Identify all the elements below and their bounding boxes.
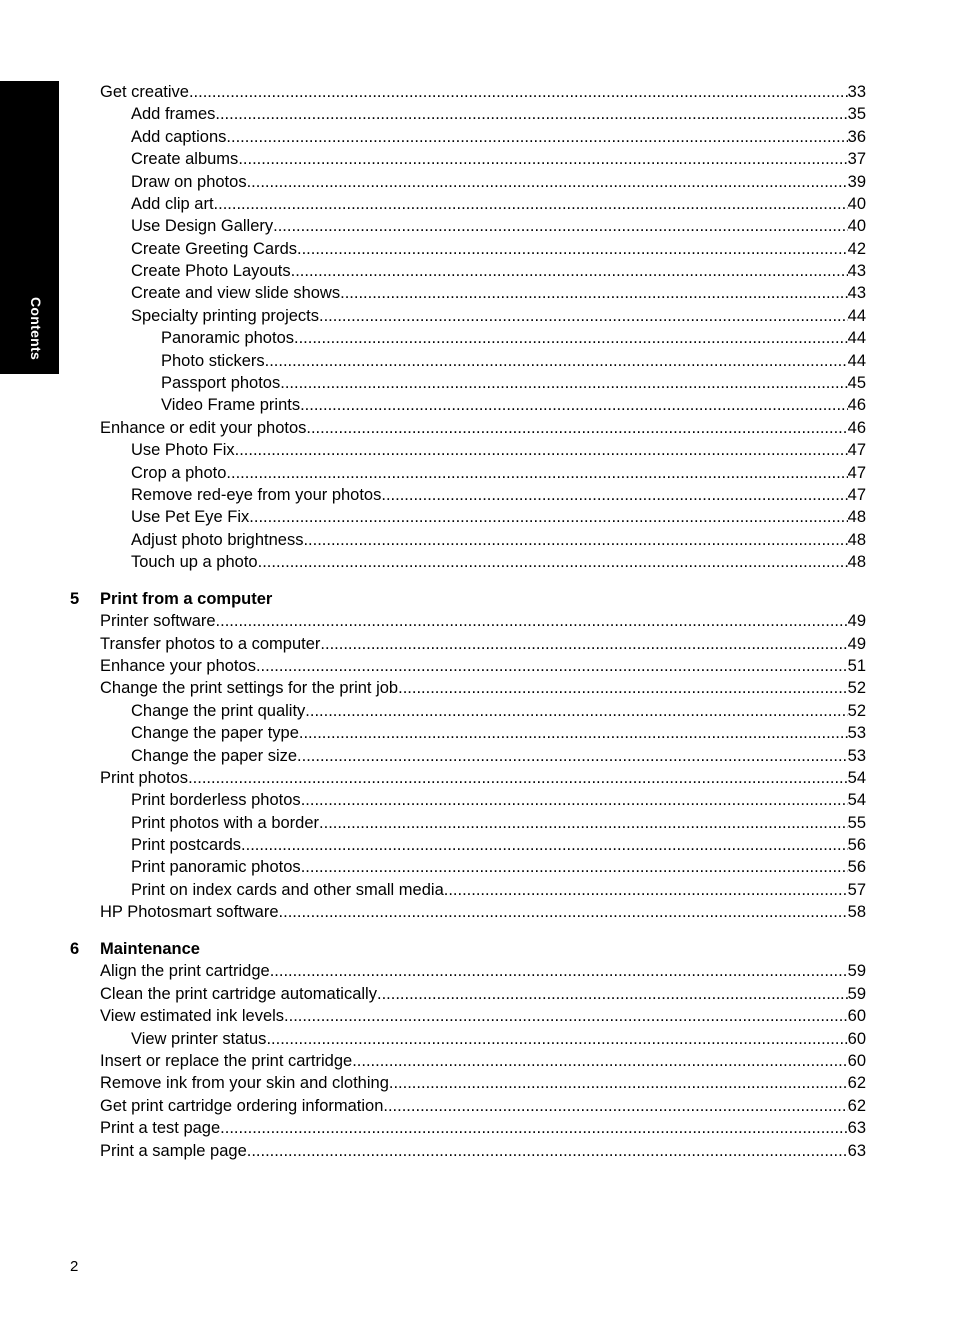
toc-entry[interactable] bbox=[131, 439, 866, 461]
dot-leader bbox=[291, 260, 848, 282]
toc-entry-title: Crop a photo bbox=[131, 463, 227, 482]
toc-entry[interactable] bbox=[100, 983, 866, 1005]
dot-leader bbox=[216, 610, 848, 632]
toc-entry-page: 33 bbox=[847, 83, 866, 101]
chapter-title: Maintenance bbox=[100, 940, 200, 959]
toc-entry[interactable] bbox=[100, 1117, 866, 1139]
toc-entry[interactable] bbox=[131, 812, 866, 834]
toc-entry[interactable] bbox=[131, 103, 866, 125]
dot-leader bbox=[306, 417, 847, 439]
toc-entry-title: Add clip art bbox=[131, 194, 214, 213]
toc-entry-page: 39 bbox=[847, 172, 866, 191]
toc-entry-page: 47 bbox=[847, 463, 866, 482]
dot-leader bbox=[266, 1028, 847, 1050]
dot-leader bbox=[220, 1117, 847, 1139]
toc-entry-page: 43 bbox=[847, 262, 866, 280]
toc-entry-title: Insert or replace the print cartridge bbox=[100, 1052, 353, 1070]
dot-leader bbox=[398, 677, 848, 699]
dot-leader bbox=[258, 551, 848, 573]
toc-entry[interactable] bbox=[131, 506, 866, 528]
toc-entry[interactable] bbox=[100, 610, 866, 632]
page-number: 2 bbox=[70, 1258, 79, 1275]
toc-entry-page: 53 bbox=[847, 746, 866, 765]
toc-entry-title: Remove ink from your skin and clothing bbox=[100, 1074, 389, 1093]
toc-entry[interactable] bbox=[131, 126, 866, 148]
dot-leader bbox=[249, 506, 847, 528]
dot-leader bbox=[215, 103, 847, 125]
dot-leader bbox=[238, 148, 847, 170]
toc-entry[interactable] bbox=[100, 633, 866, 655]
toc-entry-title: Print a test page bbox=[100, 1119, 221, 1138]
dot-leader bbox=[299, 722, 848, 744]
toc-entry[interactable] bbox=[100, 1005, 866, 1027]
toc-entry[interactable] bbox=[131, 700, 866, 722]
toc-entry-title: Change the print settings for the print job bbox=[100, 679, 399, 698]
chapter-number: 6 bbox=[70, 940, 80, 959]
toc-entry-page: 45 bbox=[847, 373, 866, 392]
chapter-heading bbox=[70, 588, 272, 610]
toc-entry-page: 63 bbox=[847, 1141, 866, 1160]
toc-entry-title: Use Photo Fix bbox=[131, 441, 235, 460]
toc-entry-page: 62 bbox=[847, 1074, 866, 1093]
toc-entry-page: 55 bbox=[847, 813, 866, 832]
toc-entry-page: 59 bbox=[847, 984, 866, 1003]
toc-entry-page: 43 bbox=[847, 284, 866, 303]
dot-leader bbox=[214, 193, 848, 215]
dot-leader bbox=[301, 789, 848, 811]
toc-entry-title: Change the paper type bbox=[131, 724, 299, 743]
toc-entry-title: Enhance your photos bbox=[100, 657, 256, 675]
toc-entry-page: 48 bbox=[847, 553, 866, 571]
toc-entry-page: 44 bbox=[847, 306, 866, 325]
toc-entry[interactable] bbox=[131, 789, 866, 811]
toc-entry[interactable] bbox=[161, 372, 866, 394]
toc-entry[interactable] bbox=[100, 767, 866, 789]
toc-entry[interactable] bbox=[131, 745, 866, 767]
toc-entry[interactable] bbox=[100, 81, 866, 103]
toc-entry[interactable] bbox=[131, 148, 866, 170]
dot-leader bbox=[235, 439, 848, 461]
toc-entry[interactable] bbox=[100, 1095, 866, 1117]
dot-leader bbox=[247, 171, 848, 193]
toc-entry-page: 46 bbox=[847, 396, 866, 415]
dot-leader bbox=[297, 745, 848, 767]
toc-entry-page: 51 bbox=[847, 657, 866, 675]
toc-entry-title: Clean the print cartridge automatically bbox=[100, 984, 377, 1003]
dot-leader bbox=[352, 1050, 847, 1072]
toc-entry-title: Use Design Gallery bbox=[131, 217, 274, 236]
toc-entry-title: Print panoramic photos bbox=[131, 858, 301, 877]
toc-entry-title: Add frames bbox=[131, 105, 216, 124]
toc-entry-page: 47 bbox=[847, 441, 866, 460]
toc-entry-title: Create and view slide shows bbox=[131, 284, 341, 303]
toc-entry[interactable] bbox=[161, 350, 866, 372]
toc-entry-page: 58 bbox=[847, 903, 866, 922]
toc-entry-page: 46 bbox=[847, 418, 866, 437]
toc-entry-title: Specialty printing projects bbox=[131, 306, 320, 325]
toc-entry-page: 59 bbox=[847, 962, 866, 981]
toc-entry[interactable] bbox=[100, 1140, 866, 1162]
toc-entry-page: 52 bbox=[847, 701, 866, 720]
dot-leader bbox=[273, 215, 848, 237]
toc-entry-title: Create Greeting Cards bbox=[131, 239, 297, 258]
toc-entry[interactable] bbox=[131, 1028, 866, 1050]
toc-entry-title: Change the paper size bbox=[131, 746, 298, 765]
contents-side-tab-label: Contents bbox=[28, 297, 44, 361]
toc-entry-title: Print photos with a border bbox=[131, 813, 320, 832]
dot-leader bbox=[300, 394, 848, 416]
chapter-number: 5 bbox=[70, 589, 80, 608]
toc-entry-title: Draw on photos bbox=[131, 172, 247, 191]
toc-entry-page: 54 bbox=[847, 768, 866, 787]
dot-leader bbox=[377, 983, 848, 1005]
toc-entry-page: 56 bbox=[847, 858, 866, 877]
toc-entry[interactable] bbox=[100, 677, 866, 699]
toc-entry-title: Adjust photo brightness bbox=[131, 530, 304, 549]
toc-entry-page: 35 bbox=[847, 105, 866, 124]
toc-entry-page: 54 bbox=[847, 791, 866, 810]
dot-leader bbox=[381, 484, 847, 506]
dot-leader bbox=[189, 81, 848, 103]
dot-leader bbox=[280, 372, 847, 394]
toc-entry-page: 40 bbox=[847, 217, 866, 236]
toc-entry[interactable] bbox=[131, 856, 866, 878]
dot-leader bbox=[226, 462, 847, 484]
toc-entry[interactable] bbox=[100, 960, 866, 982]
toc-entry-title: Create albums bbox=[131, 150, 239, 169]
toc-entry-title: Get print cartridge ordering information bbox=[100, 1096, 384, 1115]
toc-entry-page: 36 bbox=[847, 127, 866, 146]
dot-leader bbox=[247, 1140, 848, 1162]
toc-entry-page: 37 bbox=[847, 150, 866, 169]
dot-leader bbox=[241, 834, 848, 856]
toc-entry-page: 57 bbox=[847, 880, 866, 899]
dot-leader bbox=[389, 1072, 848, 1094]
chapter-title: Print from a computer bbox=[100, 589, 273, 608]
dot-leader bbox=[226, 126, 847, 148]
dot-leader bbox=[301, 856, 848, 878]
toc-entry-title: Enhance or edit your photos bbox=[100, 418, 307, 437]
toc-entry[interactable] bbox=[131, 171, 866, 193]
toc-entry-page: 63 bbox=[847, 1119, 866, 1138]
dot-leader bbox=[294, 327, 848, 349]
toc-entry-title: View printer status bbox=[131, 1029, 267, 1048]
toc-entry-title: Print a sample page bbox=[100, 1141, 247, 1160]
toc-entry-page: 60 bbox=[847, 1007, 866, 1026]
toc-entry-title: Print postcards bbox=[131, 836, 242, 854]
dot-leader bbox=[305, 700, 847, 722]
toc-entry-title: Printer software bbox=[100, 612, 216, 631]
dot-leader bbox=[303, 529, 847, 551]
dot-leader bbox=[320, 633, 847, 655]
toc-entry-page: 48 bbox=[847, 530, 866, 549]
toc-entry[interactable] bbox=[131, 215, 866, 237]
toc-entry-title: Change the print quality bbox=[131, 701, 306, 720]
toc-entry-page: 49 bbox=[847, 612, 866, 631]
dot-leader bbox=[256, 655, 848, 677]
toc-entry-title: Remove red-eye from your photos bbox=[131, 485, 382, 504]
toc-entry[interactable] bbox=[131, 529, 866, 551]
toc-entry-title: Get creative bbox=[100, 83, 189, 101]
toc-entry[interactable] bbox=[131, 282, 866, 304]
toc-entry[interactable] bbox=[131, 193, 866, 215]
toc-entry-title: Passport photos bbox=[161, 373, 281, 392]
dot-leader bbox=[444, 879, 848, 901]
chapter-heading bbox=[70, 938, 200, 960]
toc-entry-page: 47 bbox=[847, 485, 866, 504]
toc-entry-title: Use Pet Eye Fix bbox=[131, 508, 250, 527]
toc-entry[interactable] bbox=[161, 394, 866, 416]
toc-entry-page: 49 bbox=[847, 634, 866, 653]
toc-entry[interactable] bbox=[100, 655, 866, 677]
toc-entry-page: 52 bbox=[847, 679, 866, 698]
toc-entry-title: Touch up a photo bbox=[131, 553, 258, 571]
dot-leader bbox=[297, 238, 848, 260]
toc-entry[interactable] bbox=[100, 1072, 866, 1094]
toc-entry-page: 60 bbox=[847, 1029, 866, 1048]
dot-leader bbox=[383, 1095, 847, 1117]
toc-entry[interactable] bbox=[131, 834, 866, 856]
toc-entry-title: Add captions bbox=[131, 127, 227, 146]
toc-entry-title: Transfer photos to a computer bbox=[100, 634, 321, 653]
dot-leader bbox=[188, 767, 848, 789]
toc-entry[interactable] bbox=[131, 462, 866, 484]
toc-entry-page: 42 bbox=[847, 239, 866, 258]
toc-entry-title: Print photos bbox=[100, 768, 189, 787]
toc-entry[interactable] bbox=[131, 722, 866, 744]
dot-leader bbox=[340, 282, 848, 304]
dot-leader bbox=[319, 305, 848, 327]
toc-entry[interactable] bbox=[100, 417, 866, 439]
toc-entry[interactable] bbox=[131, 305, 866, 327]
toc-entry-page: 48 bbox=[847, 508, 866, 527]
toc-entry[interactable] bbox=[131, 484, 866, 506]
dot-leader bbox=[284, 1005, 848, 1027]
toc-entry-title: Print on index cards and other small media bbox=[131, 880, 444, 899]
toc-entry-title: Video Frame prints bbox=[161, 396, 301, 415]
toc-entry[interactable] bbox=[131, 238, 866, 260]
dot-leader bbox=[270, 960, 848, 982]
toc-entry-title: Print borderless photos bbox=[131, 791, 301, 810]
toc-entry-title: Align the print cartridge bbox=[100, 962, 270, 981]
toc-entry-page: 60 bbox=[847, 1052, 866, 1070]
toc-entry-title: Create Photo Layouts bbox=[131, 262, 291, 280]
toc-entry-page: 56 bbox=[847, 836, 866, 854]
toc-entry-page: 44 bbox=[847, 351, 866, 370]
dot-leader bbox=[319, 812, 848, 834]
toc-entry[interactable] bbox=[161, 327, 866, 349]
toc-entry-page: 62 bbox=[847, 1096, 866, 1115]
toc-entry-title: Photo stickers bbox=[161, 351, 265, 370]
toc-entry[interactable] bbox=[131, 260, 866, 282]
toc-entry[interactable] bbox=[131, 879, 866, 901]
toc-entry-page: 53 bbox=[847, 724, 866, 743]
dot-leader bbox=[265, 350, 848, 372]
toc-entry-title: HP Photosmart software bbox=[100, 903, 279, 922]
toc-entry[interactable] bbox=[100, 1050, 866, 1072]
toc-entry[interactable] bbox=[100, 901, 866, 923]
toc-entry-title: View estimated ink levels bbox=[100, 1007, 285, 1026]
toc-entry-page: 44 bbox=[847, 329, 866, 348]
toc-entry[interactable] bbox=[131, 551, 866, 573]
toc-entry-title: Panoramic photos bbox=[161, 329, 294, 348]
toc-entry-page: 40 bbox=[847, 194, 866, 213]
dot-leader bbox=[279, 901, 848, 923]
